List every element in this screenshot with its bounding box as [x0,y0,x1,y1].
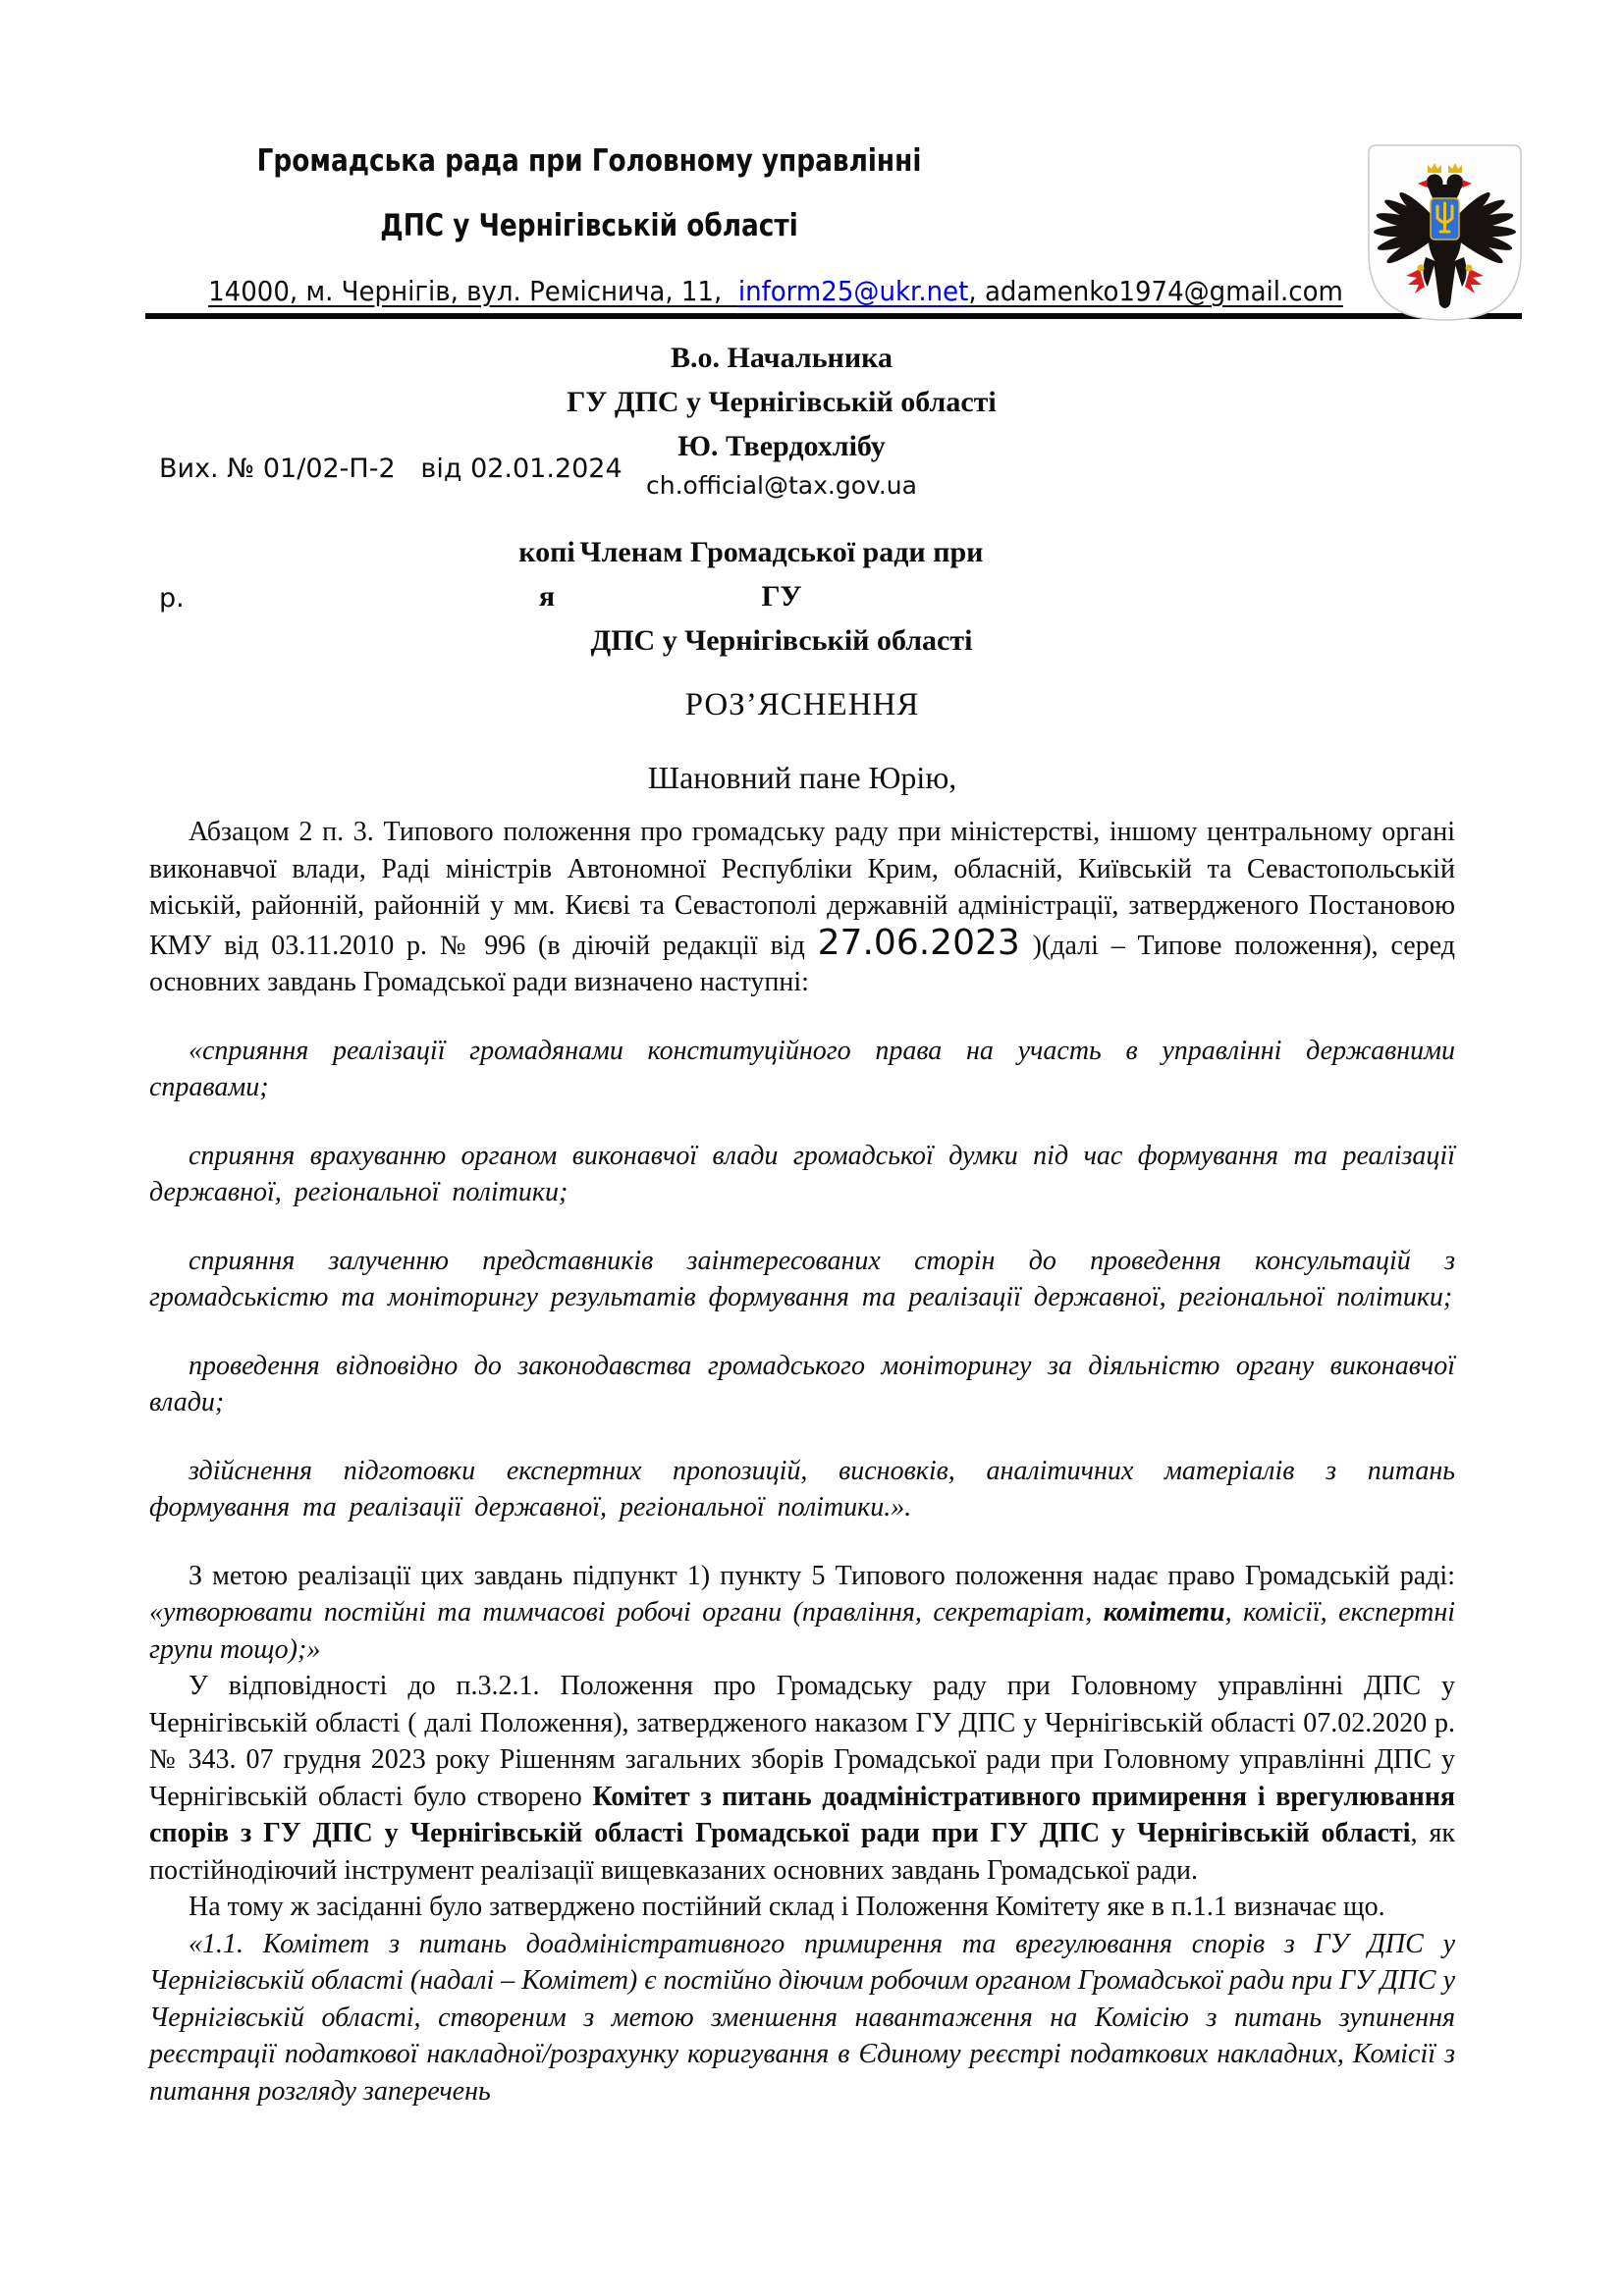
quoted-task-3: сприяння залученню представників заінтересованих сторін до проведення консультацій з громадськістю та моніторингу результатів формування та реалізації державної, регіональної політики; [149,1245,1455,1312]
copy-recipient-line2: ДПС у Чернігівській області [590,624,973,657]
header-divider-rule [145,313,1522,319]
committee-full-name: Комітет з питань доадміністративного примирення і врегулювання спорів з ГУ ДПС у Чернігівській області Громадської ради при ГУ ДПС у Чернігівській області [149,1781,1455,1848]
outgoing-reference-line2: р. [159,583,185,614]
document-body [149,687,1455,2109]
paragraph-2-committees: комітети [1103,1597,1225,1628]
email-link-inform25[interactable]: inform25@ukr.net [737,275,969,307]
paragraph-3-tail: , як постійнодіючий інструмент реалізації вищевказаних основних завдань Громадської ради. [149,1818,1456,1886]
paragraph-1-tail: )(далі – Типове положення), серед основних завдань Громадської ради визначено наступні: [149,930,1455,997]
paragraph-2-text: З метою реалізації цих завдань підпункт 1) пункту 5 Типового положення надає право Громадській раді: [189,1560,1455,1591]
address-separator: , [968,275,985,307]
chernihiv-oblast-coat-of-arms-icon [1363,139,1527,326]
paragraph-3-text: У відповідності до п.3.2.1. Положення про Громадську раду при Головному управлінні ДПС у Чернігівській області ( далі Положення), затвердженого наказом ГУ ДПС у Чернігівській області 07.02.2020 р. № 343. 07 грудня 2023 року Рішенням загальних зборів Громадської ради при Головному управлінні ДПС у Чернігівській області було створено [149,1671,1455,1812]
paragraph-committee-creation [149,1668,1455,1889]
quoted-task-2: сприяння врахуванню органом виконавчої влади громадської думки під час формування та реалізації державної, регіональної політики; [149,1140,1455,1207]
paragraph-statute-quote: «1.1. Комітет з питань доадміністративного примирення та врегулювання спорів з ГУ ДПС у Чернігівській області (надалі – Комітет) є постійно діючим робочим органом Громадської ради при ГУ ДПС у Чернігівській області, створеним з метою зменшення навантаження на Комісію з питань зупинення реєстрації податкової накладної/розрахунку коригування в Єдиному реєстрі податкових накладних, Комісії з питання розгляду заперечень [149,1928,1455,2107]
paragraph-2-quote: «утворювати постійні та тимчасові робочі органи (правління, секретаріат, [149,1597,1104,1628]
addressee-email: ch.official@tax.gov.ua [646,471,917,500]
copy-recipient [560,530,1003,663]
paragraph-typical-provision [149,814,1455,1001]
addressee-name: Ю. Твердохлібу [677,430,886,462]
org-name-line1: Громадська рада при Головному управлінні [256,143,922,179]
copy-label-line2: я [538,580,556,613]
org-postal-address: 14000, м. Чернігів, вул. Реміснича, 11, [208,275,738,307]
paragraph-committee-statute: На тому ж засіданні було затверджено постійний склад і Положення Комітету яке в п.1.1 визначає що. [189,1892,1385,1922]
addressee-block [560,336,1003,504]
copy-label-line1: копі [518,536,575,568]
quoted-task-4: проведення відповідно до законодавства громадського моніторингу за діяльністю органу виконавчої влади; [149,1350,1455,1417]
paragraph-2-quote-tail: , комісії, експертні групи тощо);» [149,1597,1455,1665]
quoted-task-5: здійснення підготовки експертних пропозицій, висновків, аналітичних матеріалів з питань формування та реалізації державної, регіональної політики.». [149,1455,1455,1522]
org-name-line2: ДПС у Чернігівській області [380,208,798,243]
addressee-organization: ГУ ДПС у Чернігівській області [567,386,997,418]
quoted-task-1: «сприяння реалізації громадянами конституційного права на участь в управлінні державними справами; [149,1035,1455,1102]
org-address-line [173,275,1379,307]
email-gmail: adamenko1974@gmail.com [984,275,1343,307]
paragraph-working-bodies [149,1558,1455,1669]
salutation: Шановний пане Юрію, [647,759,957,795]
copy-recipient-line1: Членам Громадської ради при ГУ [579,536,984,613]
organization-name [147,143,1031,243]
revision-date: 27.06.2023 [817,922,1020,963]
addressee-position: В.о. Начальника [671,342,893,374]
outgoing-reference-line1: Вих. № 01/02-П-2 від 02.01.2024 [159,454,623,484]
document-title: РОЗ’ЯСНЕННЯ [684,687,920,722]
paragraph-1-text: Абзацом 2 п. 3. Типового положення про громадську раду при міністерстві, іншому центральному органі виконавчої влади, Раді міністрів Автономної Республіки Крим, обласній, Київській та Севастопольській міській, районній, районній у мм. Києві та Севастополі державній адміністрації, затвердженого Постановою КМУ від 03.11.2010 р. № 996 (в діючій редакції від [149,817,1455,961]
